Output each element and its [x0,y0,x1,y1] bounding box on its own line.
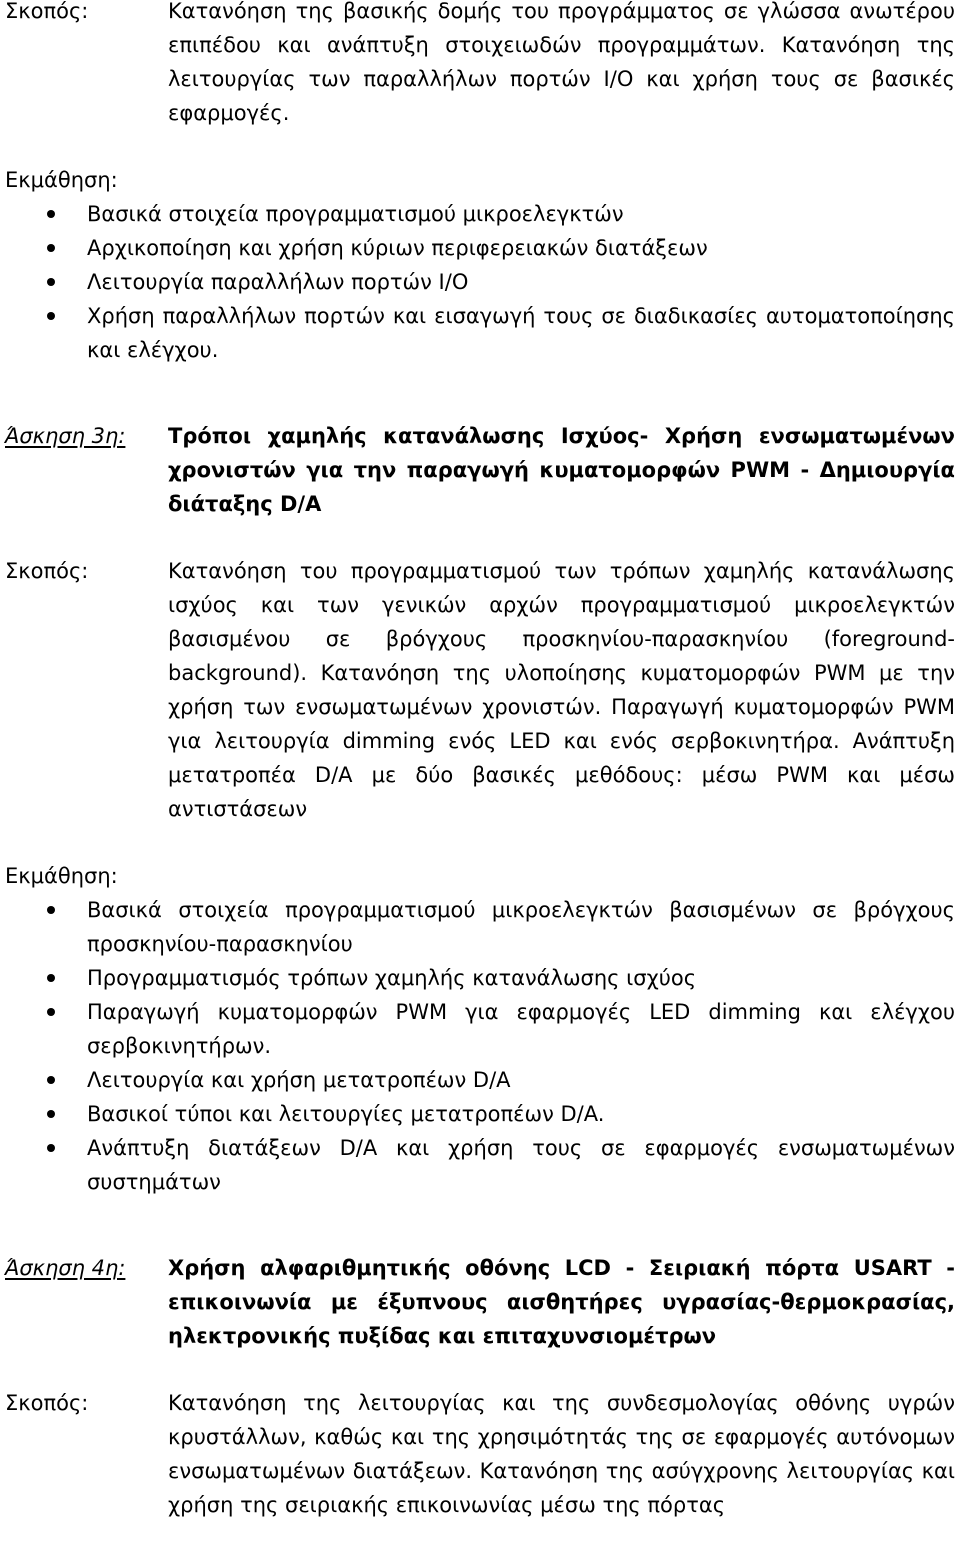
exercise3-label: Άσκηση 3η: [5,424,126,448]
list-item: Προγραμματισμός τρόπων χαμηλής κατανάλωσης ισχύος [5,961,955,995]
document-page [5,0,955,1522]
list-item: Χρήση παραλλήλων πορτών και εισαγωγή τους σε διαδικασίες αυτοματοποίησης και ελέγχου. [5,299,955,367]
section1-purpose [5,0,955,130]
purpose-text: Κατανόηση του προγραμματισμού των τρόπων χαμηλής κατανάλωσης ισχύος και των γενικών αρχών προγραμματισμού μικροελεγκτών βασισμένου σε βρόγχους προσκηνίου-παρασκηνίου (foreground-background). Κατανόηση της υλοποίησης κυματομορφών PWM με την χρήση των ενσωματωμένων χρονιστών. Παραγωγή κυματομορφών PWM για λειτουργία dimming ενός LED και ενός σερβοκινητήρα. Ανάπτυξη μετατροπέα D/A με δύο βασικές μεθόδους: μέσω PWM και μέσω αντιστάσεων [168,559,955,821]
list-item: Βασικά στοιχεία προγραμματισμού μικροελεγκτών βασισμένων σε βρόγχους προσκηνίου-παρασκηνίου [5,893,955,961]
list-item: Λειτουργία παραλλήλων πορτών I/O [5,265,955,299]
purpose-text: Κατανόηση της λειτουργίας και της συνδεσμολογίας οθόνης υγρών κρυστάλλων, καθώς και της χρησιμότητάς της σε εφαρμογές αυτόνομων ενσωματωμένων διατάξεων. Κατανόηση της ασύγχρονης λειτουργίας και χρήση της σειριακής επικοινωνίας μέσω της πόρτας [168,1391,955,1517]
exercise4-heading [5,1251,955,1353]
exercise4-title: Χρήση αλφαριθμητικής οθόνης LCD - Σειριακή πόρτα USART - επικοινωνία με έξυπνους αισθητήρες υγρασίας-θερμοκρασίας, ηλεκτρονικής πυξίδας και επιταχυνσιομέτρων [168,1256,955,1348]
exercise3-title: Τρόποι χαμηλής κατανάλωσης Ισχύος- Χρήση ενσωματωμένων χρονιστών για την παραγωγή κυματομορφών PWM - Δημιουργία διάταξης D/A [168,424,955,516]
section1-learning-list [5,197,955,367]
list-item: Λειτουργία και χρήση μετατροπέων D/A [5,1063,955,1097]
purpose-label: Σκοπός: [5,1391,89,1415]
list-item: Αρχικοποίηση και χρήση κύριων περιφερειακών διατάξεων [5,231,955,265]
exercise3-purpose [5,554,955,826]
list-item: Παραγωγή κυματομορφών PWM για εφαρμογές LED dimming και ελέγχου σερβοκινητήρων. [5,995,955,1063]
list-item: Ανάπτυξη διατάξεων D/A και χρήση τους σε εφαρμογές ενσωματωμένων συστημάτων [5,1131,955,1199]
purpose-label: Σκοπός: [5,559,89,583]
exercise4-purpose [5,1386,955,1522]
purpose-text: Κατανόηση της βασικής δομής του προγράμματος σε γλώσσα ανωτέρου επιπέδου και ανάπτυξη στοιχειωδών προγραμμάτων. Κατανόηση της λειτουργίας των παραλλήλων πορτών I/O και χρήση τους σε βασικές εφαρμογές. [168,0,955,125]
exercise3-heading [5,419,955,521]
list-item: Βασικοί τύποι και λειτουργίες μετατροπέων D/A. [5,1097,955,1131]
purpose-label: Σκοπός: [5,0,89,23]
list-item: Βασικά στοιχεία προγραμματισμού μικροελεγκτών [5,197,955,231]
exercise4-label: Άσκηση 4η: [5,1256,126,1280]
learning-label: Εκμάθηση: [5,864,118,888]
learning-label: Εκμάθηση: [5,168,118,192]
exercise3-learning-list [5,893,955,1199]
